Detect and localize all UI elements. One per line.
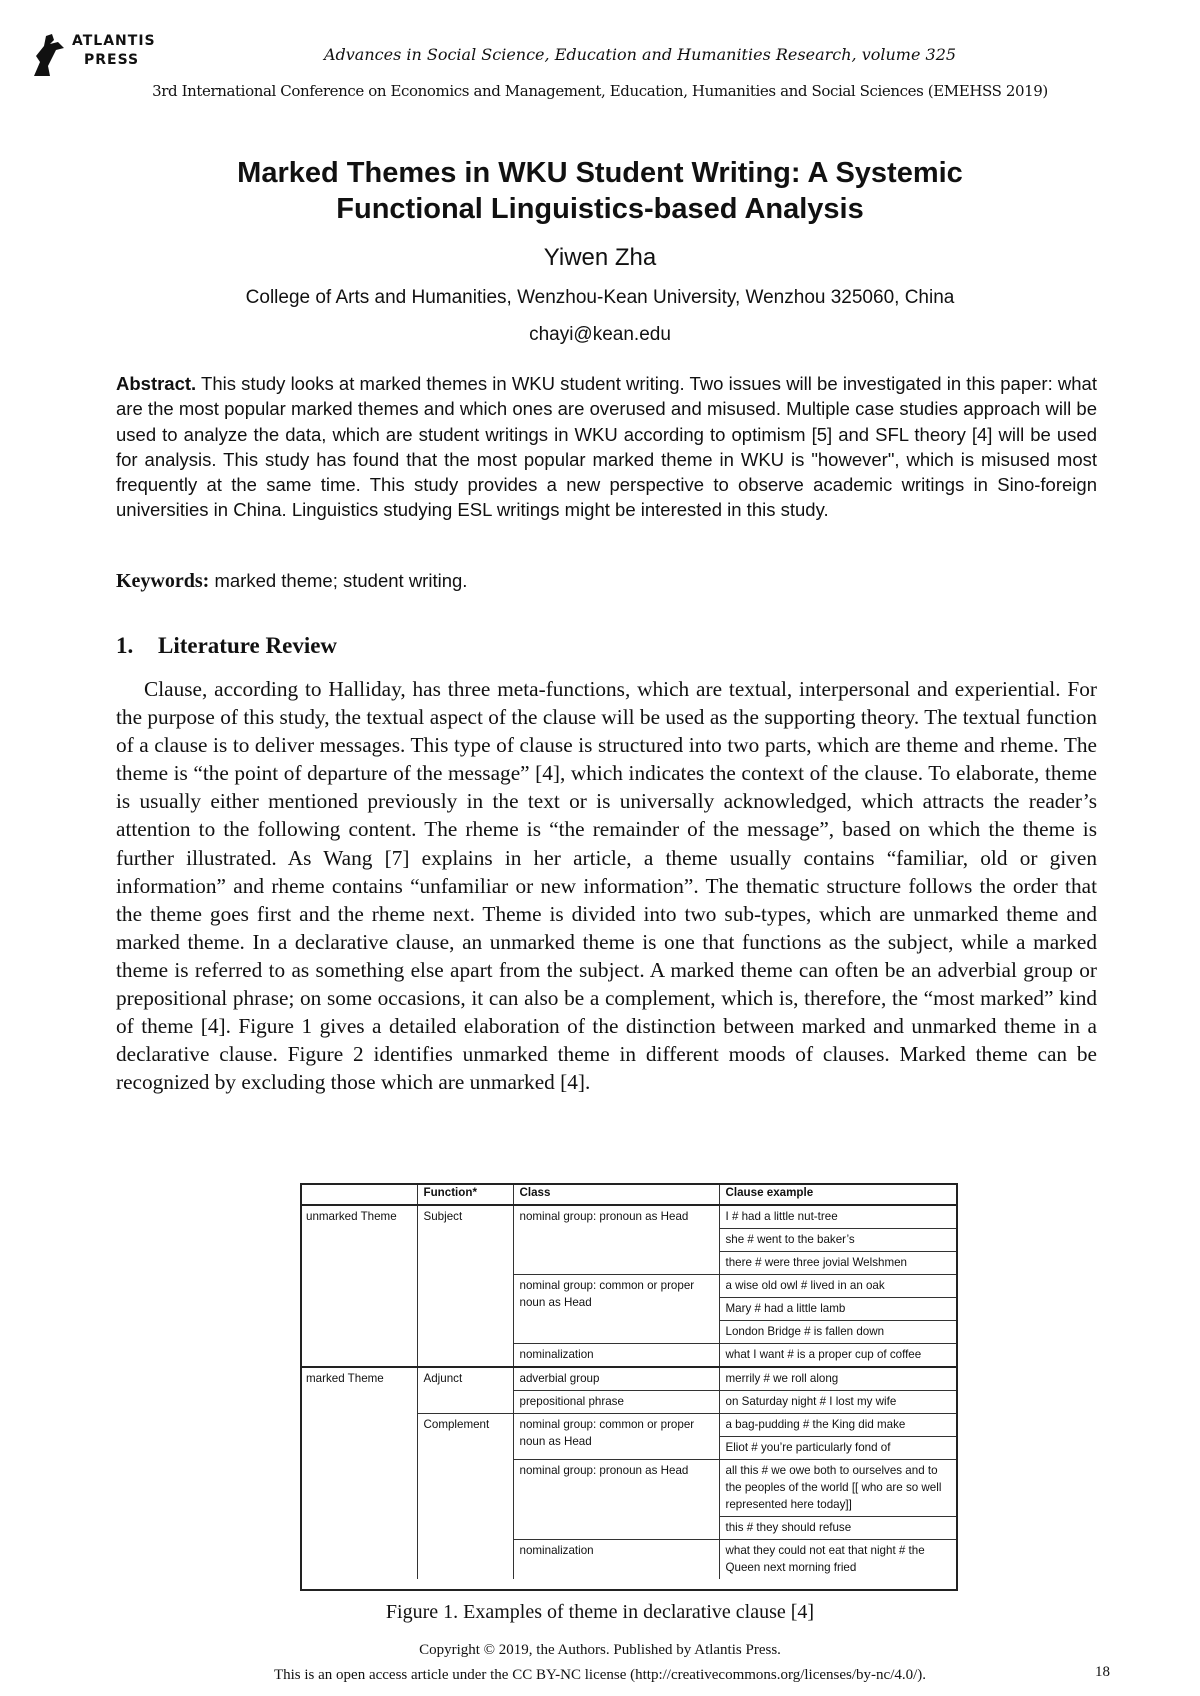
class-cell: nominal group: common or proper noun as Head <box>513 1414 719 1460</box>
table-header-cell: Class <box>513 1183 719 1205</box>
logo-line-atlantis: ATLANTIS <box>72 33 156 49</box>
figure-1-table <box>300 1183 956 1579</box>
title-line-2: Functional Linguistics-based Analysis <box>336 193 864 225</box>
table-row <box>300 1205 956 1229</box>
example-cell: Mary # had a little lamb <box>719 1298 956 1321</box>
journal-name: Advances in Social Science, Education and Humanities Research, volume 325 <box>323 45 957 64</box>
section-heading <box>116 633 337 659</box>
conference-name: 3rd International Conference on Economics and Management, Education, Humanities and Social Sciences (EMEHSS 2019) <box>152 82 1048 100</box>
table-top-rule <box>300 1183 956 1185</box>
abstract-text: This study looks at marked themes in WKU student writing. Two issues will be investigated in this paper: what are the most popular marked themes and which ones are overused and misused. Multiple case studies approach will be used to analyze the data, which are student writings in WKU according to optimism [5] and SFL theory [4] will be used for analysis. This study has found that the most popular marked theme in WKU is "however", which is misused most frequently at the same time. This study provides a new perspective to observe academic writings in Sino-foreign universities in China. Linguistics studying ESL writings might be interested in this study. <box>116 373 1097 521</box>
example-cell: on Saturday night # I lost my wife <box>719 1391 956 1414</box>
class-cell: nominal group: pronoun as Head <box>513 1460 719 1540</box>
keywords-text: marked theme; student writing. <box>214 570 468 591</box>
example-cell: all this # we owe both to ourselves and to the peoples of the world [[ who are so well represented here today]] <box>719 1460 956 1517</box>
copyright-notice: Copyright © 2019, the Authors. Published by Atlantis Press. <box>419 1642 781 1658</box>
table-header-row <box>300 1183 956 1205</box>
example-cell: she # went to the baker’s <box>719 1229 956 1252</box>
example-cell: London Bridge # is fallen down <box>719 1321 956 1344</box>
paper-title <box>100 155 1100 227</box>
example-cell: merrily # we roll along <box>719 1367 956 1391</box>
example-cell: I # had a little nut-tree <box>719 1205 956 1229</box>
class-cell: adverbial group <box>513 1367 719 1391</box>
table-header-cell: Clause example <box>719 1183 956 1205</box>
author-email[interactable]: chayi@kean.edu <box>529 324 671 345</box>
keywords <box>116 570 467 593</box>
page-number: 18 <box>1095 1664 1110 1680</box>
example-cell: a bag-pudding # the King did make <box>719 1414 956 1437</box>
function-cell-subject: Subject <box>417 1205 513 1367</box>
example-cell: this # they should refuse <box>719 1517 956 1540</box>
title-line-1: Marked Themes in WKU Student Writing: A Systemic <box>237 157 963 189</box>
example-cell: a wise old owl # lived in an oak <box>719 1275 956 1298</box>
table-header-cell <box>300 1183 417 1205</box>
example-cell: what I want # is a proper cup of coffee <box>719 1344 956 1368</box>
section-number: 1. <box>116 633 134 658</box>
theme-cell-unmarked: unmarked Theme <box>300 1205 417 1367</box>
section-title: Literature Review <box>158 633 338 658</box>
theme-cell-marked: marked Theme <box>306 1372 384 1385</box>
section-paragraph: Clause, according to Halliday, has three meta-functions, which are textual, interpersonal and experiential. For the purpose of this study, the textual aspect of the clause will be used as the supporting theory. The textual function of a clause is to deliver messages. This type of clause is structured into two parts, which are theme and rheme. The theme is “the point of departure of the message” [4], which indicates the context of the clause. To elaborate, theme is usually either mentioned previously in the text or is universally acknowledged, which attracts the reader’s attention to the following content. The rheme is “the remainder of the message”, based on which the theme is further illustrated. As Wang [7] explains in her article, a theme usually contains “familiar, old or given information” and rheme contains “unfamiliar or new information”. The thematic structure follows the order that the theme goes first and the rheme next. Theme is divided into two sub-types, which are unmarked theme and marked theme. In a declarative clause, an unmarked theme is one that functions as the subject, while a marked theme is referred to as something else apart from the subject. A marked theme can often be an adverbial group or prepositional phrase; on some occasions, it can also be a complement, which is, therefore, the “most marked” kind of theme [4]. Figure 1 gives a detailed elaboration of the distinction between marked and unmarked theme in a declarative clause. Figure 2 identifies unmarked theme in different moods of clauses. Marked theme can be recognized by excluding those which are unmarked [4]. <box>116 677 1097 1095</box>
author-name: Yiwen Zha <box>543 244 657 271</box>
figure-caption: Figure 1. Examples of theme in declarative clause [4] <box>385 1601 815 1623</box>
function-cell-adjunct: Adjunct <box>417 1367 513 1414</box>
table-row <box>300 1367 956 1391</box>
keywords-label: Keywords: <box>116 570 210 592</box>
example-cell: Eliot # you’re particularly fond of <box>719 1437 956 1460</box>
abstract <box>116 371 1097 523</box>
function-cell-complement: Complement <box>417 1414 513 1580</box>
example-cell: what they could not eat that night # the Queen next morning fried <box>719 1540 956 1580</box>
class-cell: nominal group: common or proper noun as Head <box>513 1275 719 1344</box>
class-cell: nominalization <box>513 1344 719 1368</box>
affiliation: College of Arts and Humanities, Wenzhou-Kean University, Wenzhou 325060, China <box>245 287 955 308</box>
license-notice: This is an open access article under the CC BY-NC license (http://creativecommons.org/licenses/by-nc/4.0/). <box>273 1667 927 1683</box>
abstract-label: Abstract. <box>116 373 197 394</box>
example-cell: there # were three jovial Welshmen <box>719 1252 956 1275</box>
logo-line-press: PRESS <box>84 52 140 68</box>
class-cell: nominal group: pronoun as Head <box>513 1205 719 1275</box>
class-cell: nominalization <box>513 1540 719 1580</box>
class-cell: prepositional phrase <box>513 1391 719 1414</box>
table-header-cell: Function* <box>417 1183 513 1205</box>
